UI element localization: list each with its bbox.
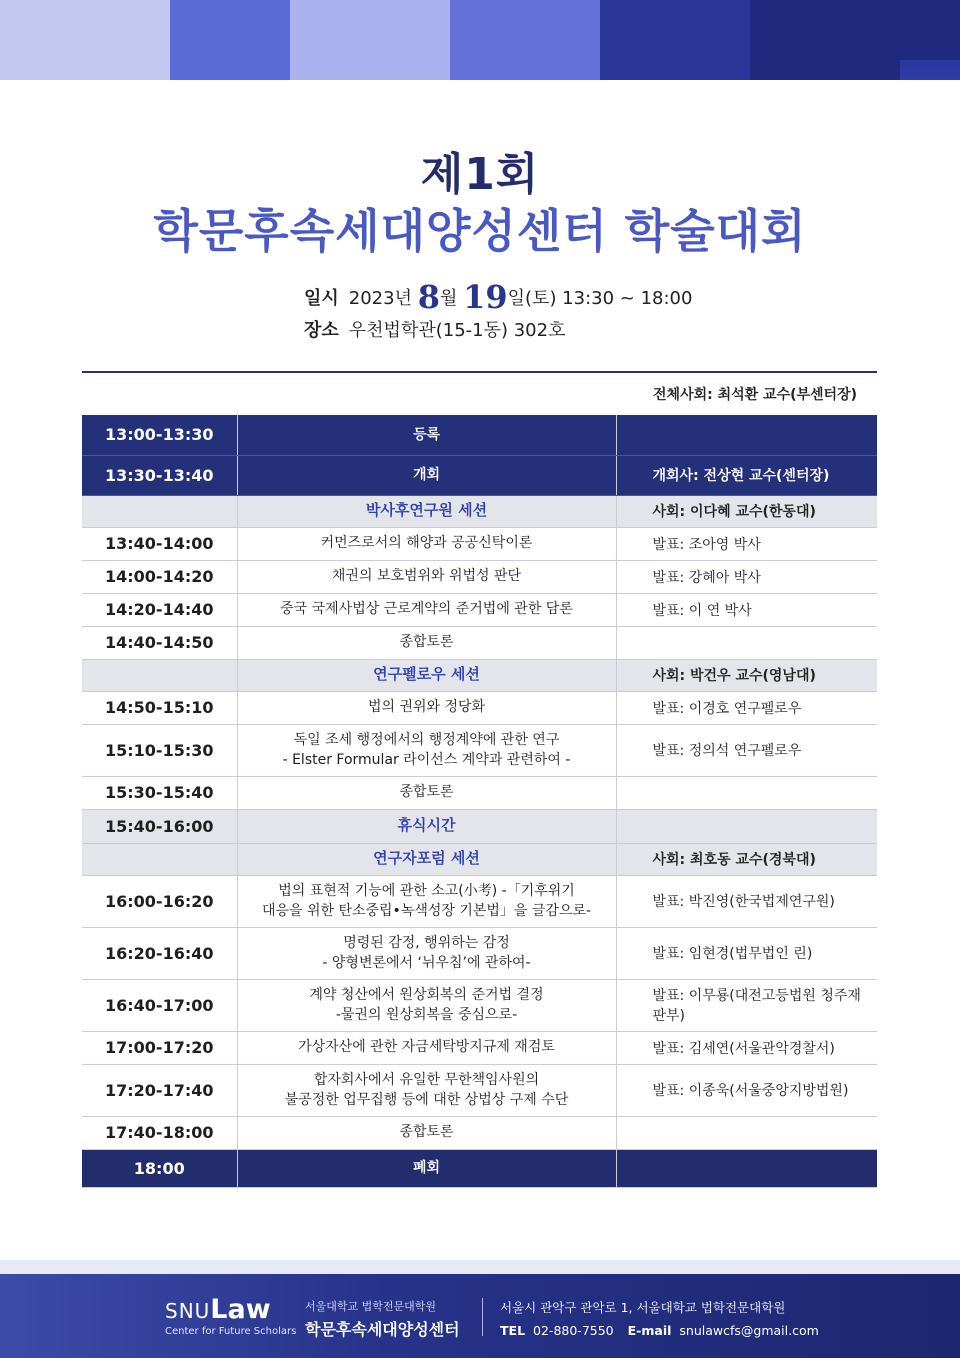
schedule-time — [82, 843, 237, 875]
schedule-row — [82, 659, 877, 691]
schedule-title — [237, 776, 616, 809]
schedule-title — [237, 495, 616, 527]
schedule-person — [616, 626, 877, 659]
schedule-time: 13:00-13:30 — [82, 415, 237, 455]
schedule-person — [616, 1116, 877, 1149]
schedule-row — [82, 927, 877, 979]
schedule-title — [237, 691, 616, 724]
schedule-title — [237, 1031, 616, 1064]
schedule-row — [82, 415, 877, 455]
schedule-row — [82, 1064, 877, 1116]
schedule-row — [82, 1149, 877, 1187]
schedule-title — [237, 809, 616, 843]
schedule-title — [237, 927, 616, 979]
schedule-table — [82, 415, 877, 1188]
schedule-title-line-1: 휴식시간 — [397, 816, 456, 835]
org-line-2: 학문후속세대양성센터 — [305, 1320, 460, 1339]
logo-snu: SNU — [165, 1299, 211, 1323]
email-label: E-mail — [627, 1323, 672, 1338]
schedule-title-line-2: 불공정한 업무집행 등에 대한 상법상 구제 수단 — [284, 1092, 569, 1108]
logo-law: Law — [210, 1294, 271, 1325]
schedule-title-line-2: 대응을 위한 탄소중립•녹색성장 기본법」을 글감으로- — [261, 903, 592, 919]
schedule-time: 15:40-16:00 — [82, 809, 237, 843]
schedule-person: 개회사: 전상현 교수(센터장) — [616, 455, 877, 495]
schedule-time: 14:40-14:50 — [82, 626, 237, 659]
schedule-row — [82, 1031, 877, 1064]
schedule-title — [237, 415, 616, 455]
schedule-title — [237, 593, 616, 626]
schedule-title-line-2: - Elster Formular 라이선스 계약과 관련하여 - — [282, 752, 571, 768]
schedule-title — [237, 1064, 616, 1116]
title-line-2: 학문후속세대양성센터 학술대회 — [153, 204, 807, 258]
schedule-title-line-1: 종합토론 — [399, 634, 454, 651]
schedule-title — [237, 527, 616, 560]
email-value: snulawcfs@gmail.com — [679, 1323, 819, 1338]
schedule-person: 발표: 이종욱(서울중앙지방법원) — [616, 1064, 877, 1116]
tel-label: TEL — [500, 1323, 526, 1338]
schedule-time: 15:30-15:40 — [82, 776, 237, 809]
schedule-title — [237, 455, 616, 495]
schedule-row — [82, 843, 877, 875]
schedule-title-line-1: 종합토론 — [399, 784, 454, 801]
schedule-person — [616, 415, 877, 455]
schedule-person: 사회: 이다혜 교수(한동대) — [616, 495, 877, 527]
schedule-title-line-1: 명령된 감정, 행위하는 감정 — [343, 934, 510, 951]
schedule-title-line-2: - 양형변론에서 ‘뉘우침’에 관하여- — [322, 955, 531, 971]
schedule-time: 16:20-16:40 — [82, 927, 237, 979]
schedule-title-line-1: 법의 권위와 정당화 — [367, 699, 486, 716]
schedule-time: 15:10-15:30 — [82, 724, 237, 776]
schedule-time: 16:40-17:00 — [82, 979, 237, 1031]
header-divider — [82, 371, 877, 373]
logo-tagline: Center for Future Scholars — [165, 1326, 297, 1337]
schedule-title-line-1: 폐회 — [412, 1159, 441, 1176]
date-day-number: 19 — [463, 278, 508, 316]
schedule-person: 사회: 최호동 교수(경북대) — [616, 843, 877, 875]
schedule-person: 발표: 이무룡(대전고등법원 청주재판부) — [616, 979, 877, 1031]
date-month-unit: 월 — [439, 288, 458, 309]
schedule-title-line-1: 합자회사에서 유일한 무한책임사원의 — [313, 1071, 540, 1088]
schedule-title-line-1: 계약 청산에서 원상회복의 준거법 결정 — [309, 986, 544, 1003]
schedule-row — [82, 495, 877, 527]
schedule-time: 18:00 — [82, 1149, 237, 1187]
date-label: 일시 — [304, 288, 339, 309]
schedule-row — [82, 809, 877, 843]
schedule-person: 발표: 이 연 박사 — [616, 593, 877, 626]
schedule-row — [82, 875, 877, 927]
schedule-person — [616, 809, 877, 843]
schedule-time: 17:40-18:00 — [82, 1116, 237, 1149]
schedule-row — [82, 979, 877, 1031]
schedule-row — [82, 626, 877, 659]
event-place — [304, 316, 565, 342]
schedule-time: 13:40-14:00 — [82, 527, 237, 560]
schedule-row — [82, 691, 877, 724]
schedule-row — [82, 527, 877, 560]
schedule-row — [82, 593, 877, 626]
schedule-person: 발표: 강혜아 박사 — [616, 560, 877, 593]
schedule-title — [237, 1149, 616, 1187]
schedule-title — [237, 979, 616, 1031]
schedule-time: 14:00-14:20 — [82, 560, 237, 593]
schedule-row — [82, 724, 877, 776]
schedule-time: 14:50-15:10 — [82, 691, 237, 724]
schedule-time: 17:00-17:20 — [82, 1031, 237, 1064]
schedule-title-line-2: -물권의 원상회복을 중심으로- — [335, 1007, 518, 1023]
schedule-title — [237, 724, 616, 776]
schedule-time: 13:30-13:40 — [82, 455, 237, 495]
schedule-title — [237, 560, 616, 593]
schedule-title-line-1: 커먼즈로서의 해양과 공공신탁이론 — [320, 535, 533, 552]
footer — [0, 1274, 960, 1358]
schedule-person — [616, 1149, 877, 1187]
schedule-person: 발표: 김세연(서울관악경찰서) — [616, 1031, 877, 1064]
snu-law-logo — [165, 1294, 297, 1337]
address: 서울시 관악구 관악로 1, 서울대학교 법학전문대학원 — [500, 1300, 786, 1315]
schedule-time: 16:00-16:20 — [82, 875, 237, 927]
title-line-1: 제1회 — [420, 149, 540, 200]
tel-value: 02-880-7550 — [533, 1323, 614, 1338]
schedule-title-line-1: 등록 — [412, 426, 441, 443]
contact-info — [500, 1298, 819, 1338]
schedule-title — [237, 659, 616, 691]
date-year: 2023년 — [348, 288, 412, 309]
schedule-title-line-1: 채권의 보호범위와 위법성 판단 — [331, 568, 522, 585]
schedule-time — [82, 495, 237, 527]
schedule-title-line-1: 박사후연구원 세션 — [365, 501, 488, 520]
schedule-row — [82, 455, 877, 495]
schedule-person: 발표: 정의석 연구펠로우 — [616, 724, 877, 776]
schedule-person: 발표: 조아영 박사 — [616, 527, 877, 560]
schedule-person: 발표: 박진영(한국법제연구원) — [616, 875, 877, 927]
schedule-title-line-1: 중국 국제사법상 근로계약의 준거법에 관한 담론 — [280, 601, 573, 618]
schedule-title-line-1: 개회 — [412, 466, 441, 483]
schedule-title — [237, 843, 616, 875]
date-day-suffix: 일(토) 13:30 ~ 18:00 — [507, 288, 693, 309]
schedule-time: 17:20-17:40 — [82, 1064, 237, 1116]
schedule-title — [237, 626, 616, 659]
organization-name — [305, 1298, 460, 1340]
place-value: 우천법학관(15-1동) 302호 — [348, 320, 566, 341]
schedule-time — [82, 659, 237, 691]
schedule-title-line-1: 가상자산에 관한 자금세탁방지규제 재검토 — [298, 1039, 555, 1056]
schedule-title — [237, 1116, 616, 1149]
footer-divider — [482, 1298, 483, 1336]
place-label: 장소 — [304, 320, 339, 341]
schedule-title-line-1: 연구자포럼 세션 — [373, 849, 480, 868]
contact-line — [500, 1323, 819, 1338]
schedule-person: 발표: 이경호 연구펠로우 — [616, 691, 877, 724]
schedule-title-line-1: 연구펠로우 세션 — [373, 665, 480, 684]
overall-moderator: 전체사회: 최석환 교수(부센터장) — [653, 387, 857, 403]
schedule-title-line-1: 법의 표현적 기능에 관한 소고(小考) -「기후위기 — [278, 882, 575, 899]
schedule-person: 발표: 임현경(법무법인 린) — [616, 927, 877, 979]
schedule-title-line-1: 독일 조세 행정에서의 행정계약에 관한 연구 — [293, 731, 560, 748]
schedule-person — [616, 776, 877, 809]
schedule-row — [82, 1116, 877, 1149]
org-line-1: 서울대학교 법학전문대학원 — [305, 1300, 437, 1313]
schedule-row — [82, 776, 877, 809]
event-date — [304, 278, 692, 316]
schedule-time: 14:20-14:40 — [82, 593, 237, 626]
schedule-person: 사회: 박건우 교수(영남대) — [616, 659, 877, 691]
date-month-number: 8 — [417, 278, 440, 316]
schedule-title-line-1: 종합토론 — [399, 1124, 454, 1141]
schedule-title — [237, 875, 616, 927]
schedule-row — [82, 560, 877, 593]
